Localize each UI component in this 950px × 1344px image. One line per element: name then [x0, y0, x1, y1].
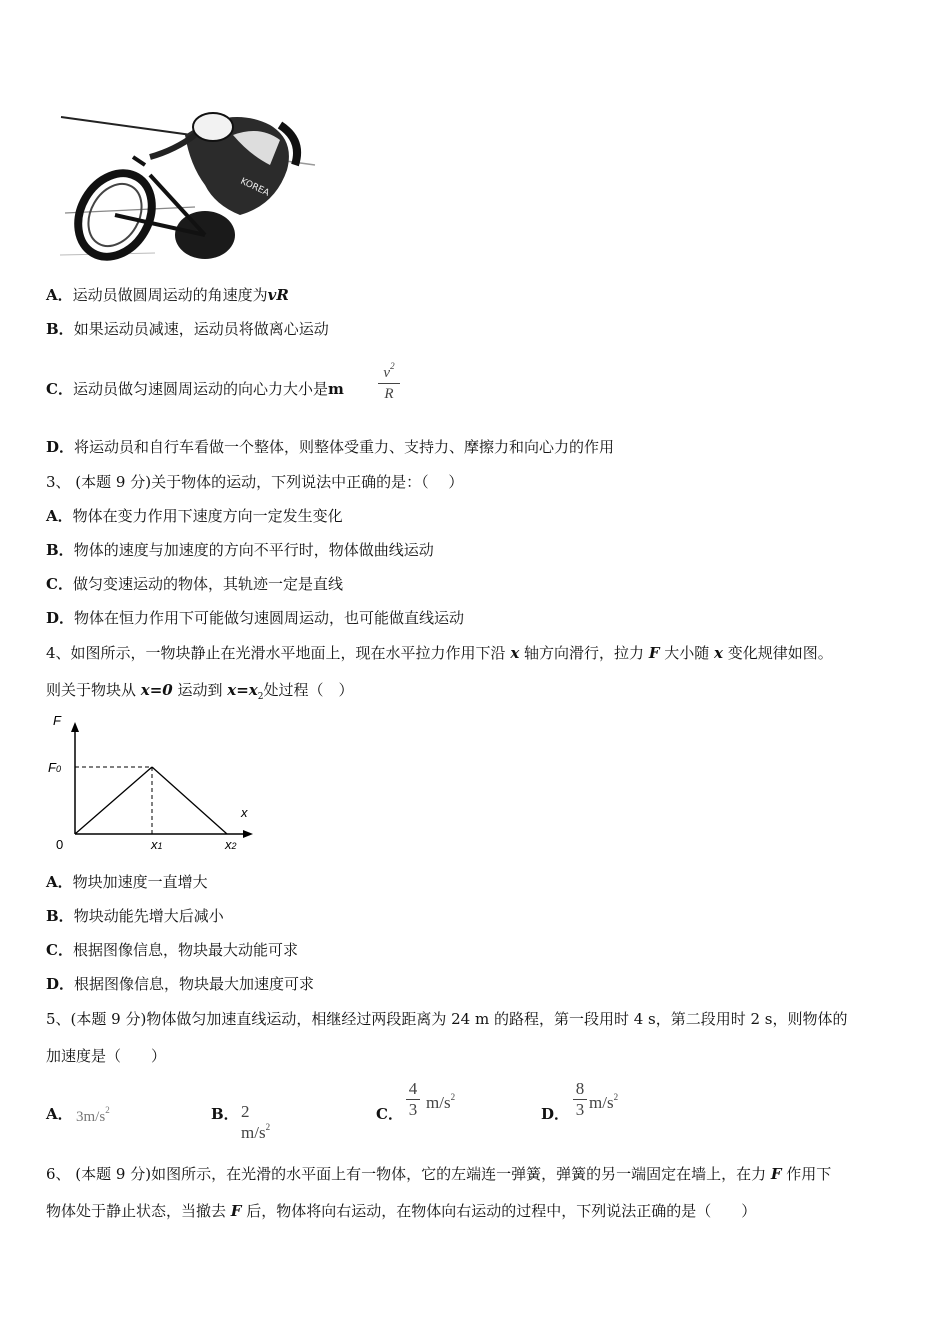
- var-x0: x=0: [140, 681, 173, 699]
- x-axis-label: x: [241, 805, 248, 820]
- var-f: F: [230, 1202, 242, 1220]
- stem-text: 6、 (本题 9 分)如图所示，在光滑的水平面上有一物体，它的左端连一弹簧，弹簧的另一端固定在墙上，在力: [46, 1165, 771, 1183]
- option-label: D．: [541, 1105, 570, 1123]
- svg-text:KOREA: KOREA: [238, 176, 271, 199]
- option-label: B．: [211, 1105, 239, 1123]
- exponent: 2: [105, 1105, 110, 1115]
- stem-text: 变化规律如图。: [722, 644, 833, 662]
- q5-stem-line1: 5、(本题 9 分)物体做匀加速直线运动，相继经过两段距离为 24 m 的路程，第一段用时 4 s，第二段用时 2 s，则物体的: [46, 1010, 848, 1028]
- stem-text: 后，物体将向右运动，在物体向右运动的过程中，下列说法正确的是（ ）: [241, 1202, 757, 1220]
- q3-option-c[interactable]: [46, 574, 343, 594]
- option-text: 物体在变力作用下速度方向一定发生变化: [72, 507, 343, 525]
- q2-option-d[interactable]: [46, 437, 614, 457]
- stem-text: 4、如图所示，一物块静止在光滑水平地面上，现在水平拉力作用下沿: [46, 644, 511, 662]
- x1-label: x1: [151, 837, 163, 852]
- option-text: 物块动能先增大后减小: [73, 907, 224, 925]
- var-x: x: [510, 644, 520, 662]
- x-axis-arrow: [243, 830, 253, 838]
- denominator: 3: [408, 1100, 418, 1119]
- stem-text: 则关于物块从: [46, 681, 141, 699]
- var-x2: x=x: [227, 681, 258, 699]
- option-label: C．: [46, 380, 73, 398]
- formula-var: vR: [267, 286, 289, 304]
- stem-text: 作用下: [781, 1165, 832, 1183]
- option-label: A．: [46, 1105, 73, 1123]
- option-label: A．: [46, 873, 73, 891]
- option-text: 物体的速度与加速度的方向不平行时，物体做曲线运动: [73, 541, 434, 559]
- var-x: x: [714, 644, 723, 662]
- option-label: C．: [376, 1105, 403, 1123]
- q4-stem-line2: [46, 680, 354, 707]
- option-text: 将运动员和自行车看做一个整体，则整体受重力、支持力、摩擦力和向心力的作用: [74, 438, 615, 456]
- q2-option-a[interactable]: [46, 285, 289, 305]
- q4-option-a[interactable]: [46, 872, 208, 892]
- option-label: D．: [46, 975, 75, 993]
- q3-option-b[interactable]: [46, 540, 434, 560]
- option-text: 做匀变速运动的物体，其轨迹一定是直线: [72, 575, 343, 593]
- f0-label: F0: [48, 760, 61, 775]
- subscript: 2: [257, 692, 264, 702]
- var-f: F: [770, 1165, 782, 1183]
- x2-label: x2: [225, 837, 237, 852]
- option-text: 根据图像信息，物块最大动能可求: [72, 941, 298, 959]
- denominator: 3: [575, 1100, 585, 1119]
- option-value: 3m/s: [76, 1109, 106, 1125]
- option-text: 如果运动员减速，运动员将做离心运动: [73, 320, 329, 338]
- q4-stem-line1: [46, 643, 833, 663]
- exponent: 2: [450, 1092, 456, 1102]
- force-fall: [152, 767, 227, 834]
- exponent: 2: [265, 1122, 271, 1132]
- numerator: 4: [408, 1079, 418, 1098]
- q6-stem-line2: [46, 1201, 756, 1221]
- q4-option-d[interactable]: [46, 974, 314, 994]
- stem-text: 大小随: [659, 644, 715, 662]
- y-axis-arrow: [71, 722, 79, 732]
- cyclist-figure: [55, 95, 320, 265]
- q4-option-c[interactable]: [46, 940, 298, 960]
- q3-option-d[interactable]: [46, 608, 464, 628]
- unit: m/s: [589, 1093, 614, 1112]
- unit: m/s: [426, 1093, 451, 1112]
- denominator: R: [384, 386, 394, 402]
- formula-mass: m: [327, 380, 344, 398]
- q5-options: [46, 1079, 666, 1142]
- option-label: A．: [46, 286, 73, 304]
- q6-stem-line1: [46, 1164, 831, 1184]
- option-text: 运动员做圆周运动的角速度为: [72, 286, 268, 304]
- option-label: B．: [46, 907, 74, 925]
- option-label: C．: [46, 575, 73, 593]
- option-label: B．: [46, 320, 74, 338]
- exponent: 2: [613, 1092, 619, 1102]
- stem-text: 物体处于静止状态，当撤去: [46, 1202, 231, 1220]
- q5-stem-line2: 加速度是（ ）: [46, 1047, 167, 1065]
- option-label: A．: [46, 507, 73, 525]
- option-label: B．: [46, 541, 74, 559]
- force-rise: [75, 767, 152, 834]
- exponent: 2: [390, 361, 395, 371]
- option-text: 运动员做匀速圆周运动的向心力大小是: [72, 380, 328, 398]
- stem-text: 处过程（ ）: [263, 681, 354, 699]
- stem-text: 运动到: [172, 681, 228, 699]
- option-label: D．: [46, 609, 75, 627]
- q2-option-b[interactable]: [46, 319, 329, 339]
- stem-text: 轴方向滑行，拉力: [519, 644, 649, 662]
- y-axis-label: F: [53, 713, 61, 728]
- force-graph: [40, 708, 270, 858]
- q4-option-b[interactable]: [46, 906, 224, 926]
- numerator: v: [383, 365, 391, 381]
- option-label: C．: [46, 941, 73, 959]
- option-text: 物块加速度一直增大: [72, 873, 208, 891]
- option-text: 物体在恒力作用下可能做匀速圆周运动，也可能做直线运动: [74, 609, 465, 627]
- numerator: 8: [575, 1079, 585, 1098]
- q2-option-c[interactable]: [46, 379, 344, 399]
- option-text: 根据图像信息，物块最大加速度可求: [74, 975, 315, 993]
- var-f: F: [648, 644, 660, 662]
- origin-label: 0: [56, 837, 64, 852]
- q3-option-a[interactable]: [46, 506, 343, 526]
- q3-stem: 3、 (本题 9 分)关于物体的运动，下列说法中正确的是：（ ）: [46, 473, 464, 491]
- q2-option-c-fraction: [378, 357, 400, 403]
- option-value: 2 m/s: [241, 1102, 266, 1142]
- option-label: D．: [46, 438, 75, 456]
